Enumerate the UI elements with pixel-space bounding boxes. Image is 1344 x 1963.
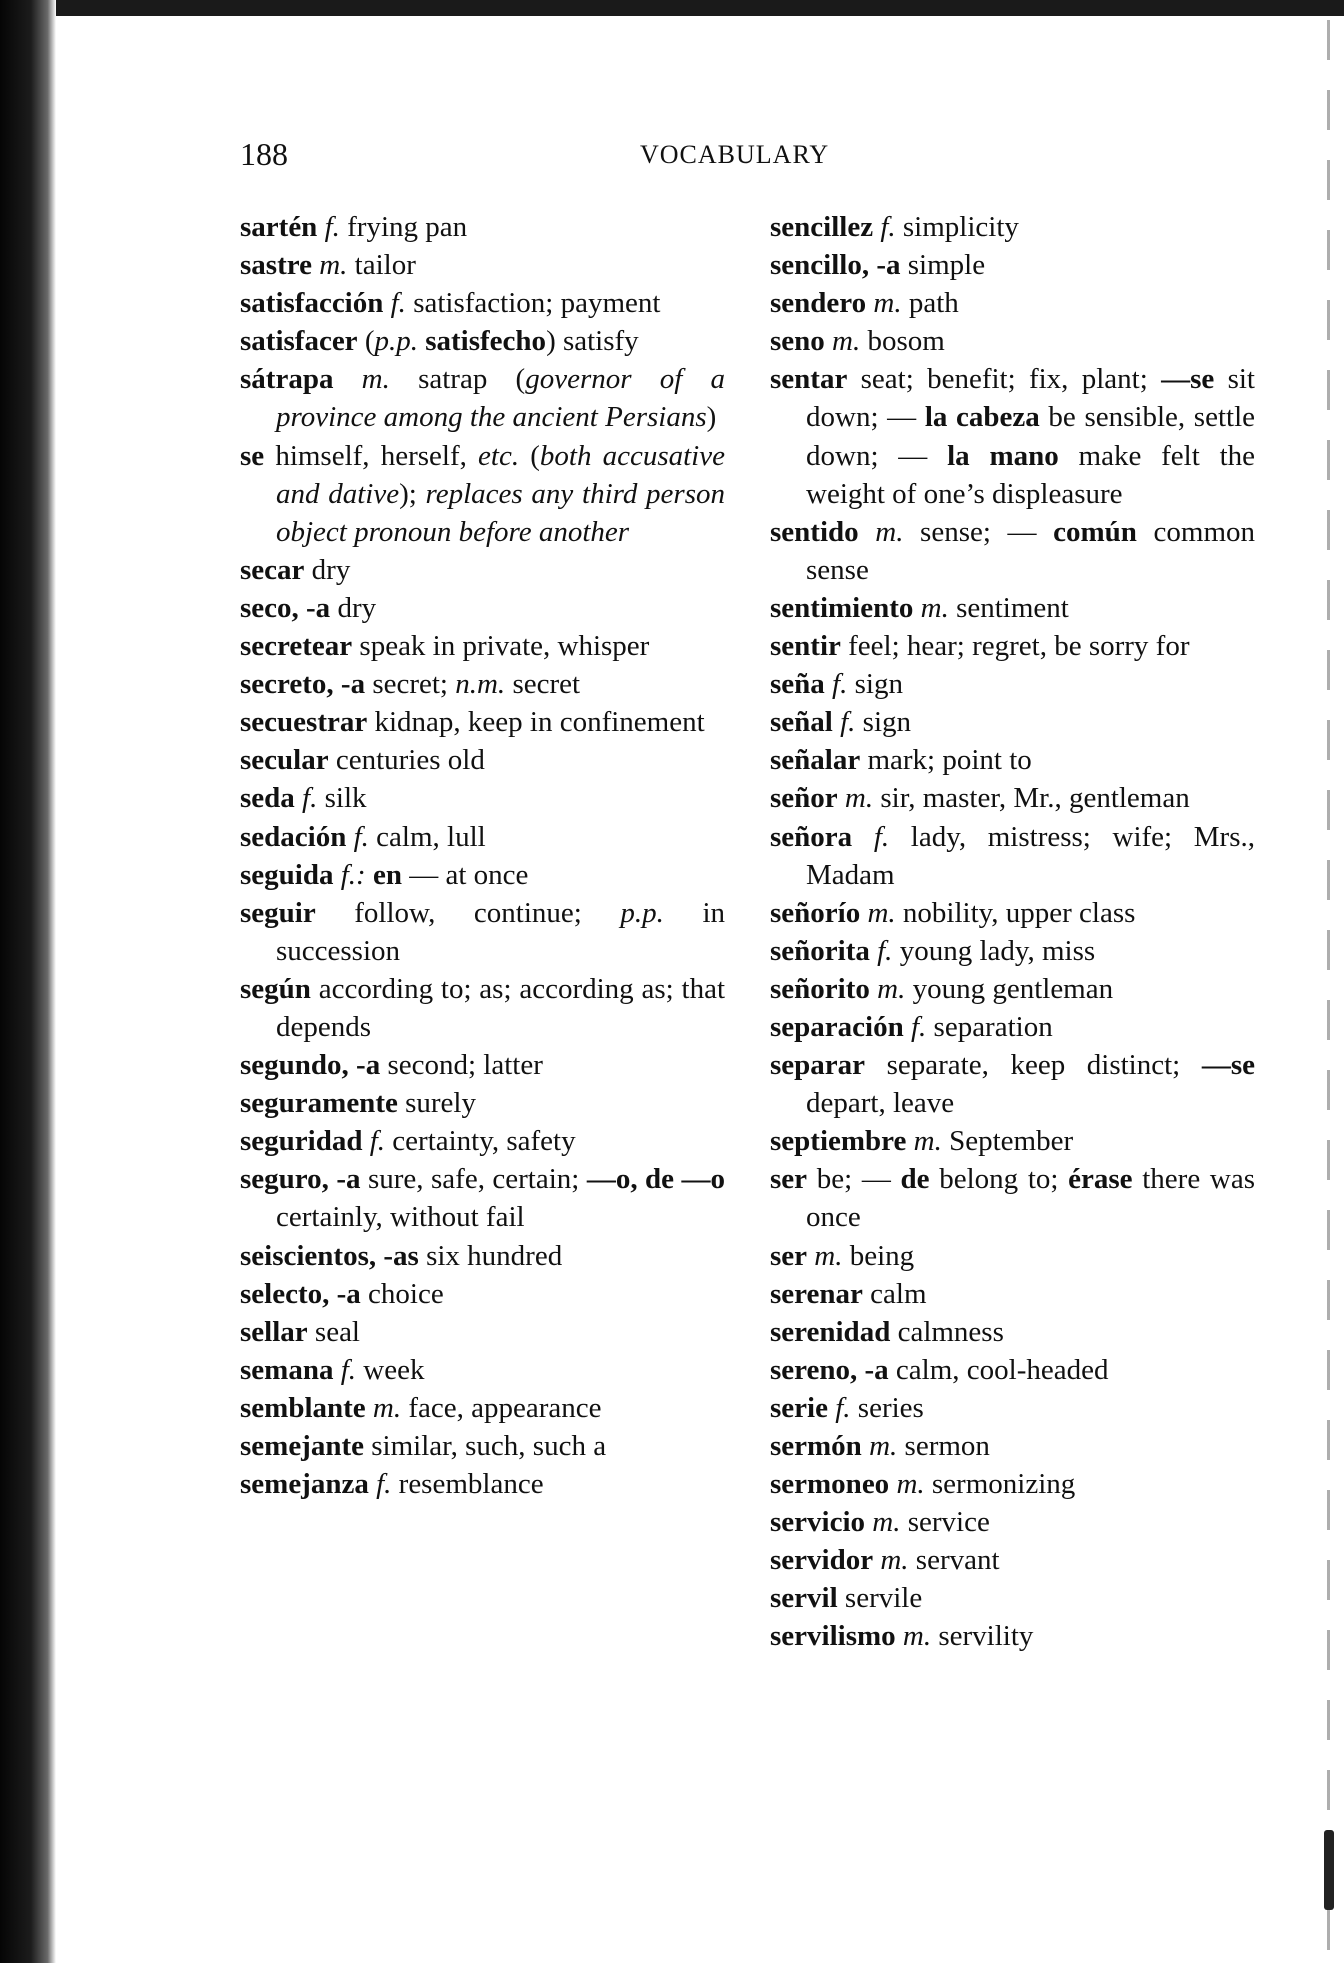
definition: simplicity (895, 211, 1019, 243)
definition (333, 859, 340, 891)
definition (862, 1430, 869, 1462)
definition: himself, herself, (264, 439, 479, 472)
grammar-note: f. (877, 934, 893, 967)
definition: follow, continue; (315, 896, 621, 929)
definition: be; — (807, 1163, 901, 1196)
vocab-entry (770, 1275, 1255, 1313)
headword: sentido (770, 515, 859, 548)
definition (295, 782, 302, 814)
vocab-entry (240, 818, 725, 856)
definition: similar, such, such a (364, 1430, 607, 1462)
grammar-note: m. (832, 325, 861, 358)
definition: calm (862, 1277, 927, 1310)
headword: satisfacción (240, 287, 384, 320)
headword: seiscientos, -as (240, 1239, 419, 1272)
headword: sereno, -a (770, 1353, 889, 1386)
phrase: la mano (947, 439, 1059, 472)
grammar-note: m. (913, 1125, 942, 1158)
headword: señorita (770, 934, 870, 967)
headword: señora (770, 820, 853, 853)
headword: sermoneo (770, 1468, 890, 1501)
grammar-note: p.p. (374, 325, 418, 358)
definition (825, 325, 832, 357)
definition: lady, mistress; wife; Mrs., Madam (806, 820, 1255, 891)
definition: sense; — (903, 515, 1054, 548)
definition: second; latter (380, 1049, 543, 1082)
definition: depart, leave (806, 1087, 955, 1120)
definition: young gentleman (905, 972, 1114, 1005)
definition: secret; (365, 668, 456, 701)
definition (366, 859, 373, 891)
headword: serie (770, 1391, 828, 1424)
definition: feel; hear; regret, be sorry for (840, 630, 1190, 663)
definition: belong to; (929, 1163, 1069, 1196)
definition (913, 592, 920, 624)
definition: service (900, 1506, 990, 1539)
page-number: 188 (240, 136, 288, 172)
definition: face, appearance (401, 1391, 602, 1424)
definition: servant (908, 1544, 1000, 1577)
headword: separación (770, 1010, 904, 1043)
definition: speak in private, whisper (352, 630, 650, 663)
grammar-note: replaces any third person object pronoun before another (276, 477, 726, 548)
definition (383, 287, 390, 319)
headword: señorío (770, 896, 861, 929)
grammar-note: f. (835, 1391, 851, 1424)
phrase: de (900, 1163, 930, 1196)
headword: seguida (240, 858, 334, 891)
phrase: érase (1068, 1163, 1133, 1196)
definition (904, 1011, 911, 1043)
definition (906, 1125, 913, 1157)
grammar-note: f. (873, 820, 890, 853)
grammar-note: m. (372, 1391, 402, 1424)
vocab-entry (240, 1046, 725, 1084)
definition: calm, lull (368, 820, 486, 853)
grammar-note: m. (361, 363, 390, 396)
vocab-entry (770, 1579, 1255, 1617)
definition: calmness (890, 1315, 1004, 1348)
vocab-entry (240, 779, 725, 817)
definition: common sense (806, 515, 1256, 586)
definition: surely (397, 1087, 476, 1120)
headword: sentimiento (770, 591, 914, 624)
vocab-entry (240, 1160, 725, 1236)
headword: sendero (770, 287, 867, 320)
definition: separate, keep distinct; (865, 1049, 1202, 1082)
vocabulary-column-right (770, 208, 1255, 1656)
grammar-note: f. (302, 782, 318, 815)
definition: seat; benefit; fix, plant; (847, 363, 1162, 396)
headword: sartén (240, 211, 318, 243)
vocab-entry (240, 1122, 725, 1160)
vocab-entry (770, 589, 1255, 627)
vocab-entry (770, 1541, 1255, 1579)
headword: seguridad (240, 1125, 363, 1158)
vocab-entry (770, 1237, 1255, 1275)
vocab-entry (240, 970, 725, 1046)
definition: make felt the weight of one’s displeasure (806, 439, 1255, 510)
vocab-entry (770, 284, 1255, 322)
definition (317, 211, 324, 243)
headword: seguir (240, 896, 316, 929)
definition: sir, master, Mr., gentleman (873, 782, 1190, 815)
headword: secuestrar (240, 706, 368, 739)
headword: sencillo, -a (770, 249, 901, 282)
definition (859, 516, 876, 548)
vocab-entry (240, 703, 725, 741)
definition: young lady, miss (892, 934, 1096, 967)
definition (366, 1392, 373, 1424)
definition: ); (399, 477, 426, 510)
grammar-note: m. (896, 1468, 925, 1501)
running-head: VOCABULARY (640, 140, 830, 169)
scan-top-edge (0, 0, 1344, 16)
definition (852, 821, 874, 853)
definition: servile (837, 1582, 923, 1615)
definition: tailor (347, 249, 416, 282)
definition: being (842, 1239, 915, 1272)
vocab-entry (240, 208, 725, 246)
vocab-entry (770, 703, 1255, 741)
vocab-entry (770, 627, 1255, 665)
grammar-note: f. (910, 1010, 927, 1043)
headword: separar (770, 1049, 866, 1082)
grammar-note: f.: (340, 858, 366, 891)
headword: segundo, -a (240, 1049, 381, 1082)
vocab-entry (770, 246, 1255, 284)
grammar-note: m. (844, 782, 874, 815)
grammar-note: m. (880, 1544, 909, 1577)
definition: certainly, without fail (276, 1201, 525, 1234)
grammar-note: m. (867, 896, 896, 929)
definition: September (941, 1125, 1074, 1158)
vocab-entry (770, 1313, 1255, 1351)
definition: sermon (897, 1430, 990, 1462)
vocab-entry (240, 322, 725, 360)
headword: ser (770, 1163, 808, 1196)
definition: certainty, safety (385, 1125, 576, 1158)
vocabulary-column-left (240, 208, 725, 1503)
grammar-note: m. (875, 515, 904, 548)
headword: semblante (240, 1391, 366, 1424)
headword: sentir (770, 630, 841, 663)
vocab-entry (240, 665, 725, 703)
vocab-entry (770, 360, 1255, 512)
vocab-entry (770, 818, 1255, 894)
definition: according to; as; according as; that depends (276, 972, 725, 1043)
definition: sentiment (948, 591, 1069, 624)
vocab-entry (770, 513, 1255, 589)
definition: secret (505, 668, 581, 701)
vocab-entry (240, 1084, 725, 1122)
definition: ( (519, 439, 540, 472)
definition (333, 1354, 340, 1386)
phrase: —se (1201, 1049, 1255, 1082)
scan-ink-blot (1324, 1830, 1334, 1910)
vocab-entry (240, 1237, 725, 1275)
headword: según (240, 972, 311, 1005)
grammar-note: m. (872, 1506, 901, 1539)
headword: seña (770, 668, 825, 701)
grammar-note: m. (873, 287, 902, 320)
definition: satisfaction; payment (405, 287, 661, 320)
headword: sátrapa (240, 363, 334, 396)
grammar-note: both accusative and dative (276, 439, 725, 510)
grammar-note: f. (376, 1468, 392, 1501)
headword: semejanza (240, 1468, 369, 1501)
vocab-entry (240, 1465, 725, 1503)
definition: sign (855, 706, 911, 739)
grammar-note: f. (353, 820, 369, 853)
grammar-note: m. (920, 591, 949, 624)
headword: señal (770, 706, 833, 739)
phrase: en (372, 858, 402, 891)
vocab-entry (240, 1313, 725, 1351)
grammar-note: f. (340, 1353, 357, 1386)
vocab-entry (770, 741, 1255, 779)
headword: serenidad (770, 1315, 891, 1348)
headword: señor (770, 782, 838, 815)
headword: ser (770, 1239, 808, 1272)
definition: silk (317, 782, 367, 815)
headword: se (240, 439, 265, 472)
vocab-entry (770, 779, 1255, 817)
definition: mark; point to (860, 744, 1032, 777)
definition: ( (357, 325, 375, 358)
vocab-entry (240, 856, 725, 894)
grammar-note: f. (324, 211, 340, 243)
vocab-entry (770, 1389, 1255, 1427)
headword: secular (240, 744, 329, 777)
vocab-entry (770, 1122, 1255, 1160)
headword: señalar (770, 744, 861, 777)
scan-right-edge (1327, 20, 1330, 1950)
headword: sedación (240, 820, 347, 853)
definition (825, 668, 832, 700)
vocab-entry (770, 1160, 1255, 1236)
headword: seco, -a (240, 591, 331, 624)
definition: dry (304, 553, 351, 586)
vocab-entry (770, 1351, 1255, 1389)
definition: ) (706, 401, 717, 434)
definition: sermonizing (924, 1468, 1076, 1501)
definition: be sensible, settle down; — (806, 401, 1255, 472)
headword: seda (240, 782, 295, 815)
vocab-entry (770, 208, 1255, 246)
grammar-note: governor of a province among the ancient Persians (276, 363, 725, 434)
phrase: común (1053, 515, 1137, 548)
vocab-entry (770, 1427, 1255, 1465)
vocab-entry (770, 970, 1255, 1008)
vocab-entry (240, 741, 725, 779)
vocab-entry (240, 360, 725, 436)
definition: sit down; — (806, 363, 1255, 434)
definition: resemblance (391, 1468, 544, 1501)
grammar-note: p.p. (620, 896, 664, 929)
headword: servilismo (770, 1620, 896, 1653)
vocab-entry (240, 589, 725, 627)
definition: dry (330, 591, 377, 624)
definition: ) satisfy (546, 325, 639, 358)
headword: semana (240, 1353, 334, 1386)
definition: calm, cool-headed (888, 1353, 1109, 1386)
definition (833, 706, 840, 738)
vocab-entry (770, 1046, 1255, 1122)
definition: week (356, 1353, 425, 1386)
grammar-note: etc. (478, 439, 520, 472)
phrase: satisfecho (425, 325, 547, 358)
definition: sure, safe, certain; (360, 1163, 587, 1196)
headword: servicio (770, 1506, 866, 1539)
headword: seguramente (240, 1087, 398, 1120)
definition: centuries old (328, 744, 485, 777)
definition: simple (900, 249, 986, 282)
definition: servility (931, 1620, 1034, 1653)
headword: sermón (770, 1430, 862, 1462)
phrase: —o, de —o (586, 1163, 726, 1196)
vocab-entry (770, 1008, 1255, 1046)
grammar-note: m. (814, 1239, 843, 1272)
headword: servil (770, 1582, 838, 1615)
headword: seguro, -a (240, 1163, 361, 1196)
vocab-entry (770, 932, 1255, 970)
headword: servidor (770, 1544, 874, 1577)
headword: satisfacer (240, 325, 358, 358)
vocab-entry (770, 1503, 1255, 1541)
headword: secreto, -a (240, 668, 366, 701)
vocab-entry (240, 894, 725, 970)
grammar-note: f. (390, 287, 406, 320)
definition: separation (926, 1010, 1053, 1043)
definition: in succession (276, 896, 726, 967)
definition: — at once (401, 858, 529, 891)
definition: kidnap, keep in confinement (367, 706, 705, 739)
grammar-note: f. (832, 668, 848, 701)
grammar-note: m. (869, 1430, 898, 1462)
definition: seal (307, 1315, 360, 1348)
grammar-note: f. (880, 211, 896, 243)
grammar-note: m. (902, 1620, 932, 1653)
definition: six hundred (418, 1239, 563, 1272)
headword: seno (770, 325, 825, 358)
definition: sign (847, 668, 903, 701)
definition: series (850, 1391, 924, 1424)
definition: nobility, upper class (895, 896, 1136, 929)
definition: there was once (806, 1163, 1255, 1234)
grammar-note: f. (369, 1125, 386, 1158)
vocab-entry (240, 1427, 725, 1465)
headword: secar (240, 553, 305, 586)
vocab-entry (240, 1389, 725, 1427)
headword: selecto, -a (240, 1277, 361, 1310)
scan-binding-edge (0, 0, 56, 1963)
headword: sencillez (770, 211, 874, 243)
vocab-entry (240, 246, 725, 284)
definition: bosom (860, 325, 945, 358)
vocab-entry (770, 322, 1255, 360)
grammar-note: m. (877, 972, 906, 1005)
vocab-entry (240, 1275, 725, 1313)
headword: sastre (240, 249, 312, 282)
definition: choice (360, 1277, 444, 1310)
headword: serenar (770, 1277, 863, 1310)
phrase: la cabeza (924, 401, 1040, 434)
vocab-entry (240, 1351, 725, 1389)
definition (333, 363, 361, 395)
definition (369, 1468, 376, 1500)
grammar-note: n.m. (455, 668, 506, 701)
vocab-entry (770, 665, 1255, 703)
headword: secretear (240, 630, 353, 663)
definition: frying pan (339, 211, 468, 243)
page-header (240, 136, 1250, 176)
vocab-entry (770, 1617, 1255, 1655)
grammar-note: m. (319, 249, 348, 282)
definition (896, 1620, 903, 1652)
vocab-entry (240, 627, 725, 665)
vocab-entry (240, 284, 725, 322)
vocab-entry (770, 894, 1255, 932)
headword: semejante (240, 1430, 365, 1462)
vocab-entry (240, 551, 725, 589)
definition: satrap ( (389, 363, 526, 396)
headword: señorito (770, 972, 870, 1005)
headword: septiembre (770, 1125, 907, 1158)
definition: path (901, 287, 959, 320)
vocab-entry (770, 1465, 1255, 1503)
headword: sentar (770, 363, 848, 396)
definition (838, 782, 845, 814)
vocab-entry (240, 437, 725, 551)
grammar-note: f. (840, 706, 856, 739)
phrase: —se (1161, 363, 1215, 396)
definition (362, 1125, 369, 1157)
headword: sellar (240, 1315, 308, 1348)
definition (346, 821, 353, 853)
